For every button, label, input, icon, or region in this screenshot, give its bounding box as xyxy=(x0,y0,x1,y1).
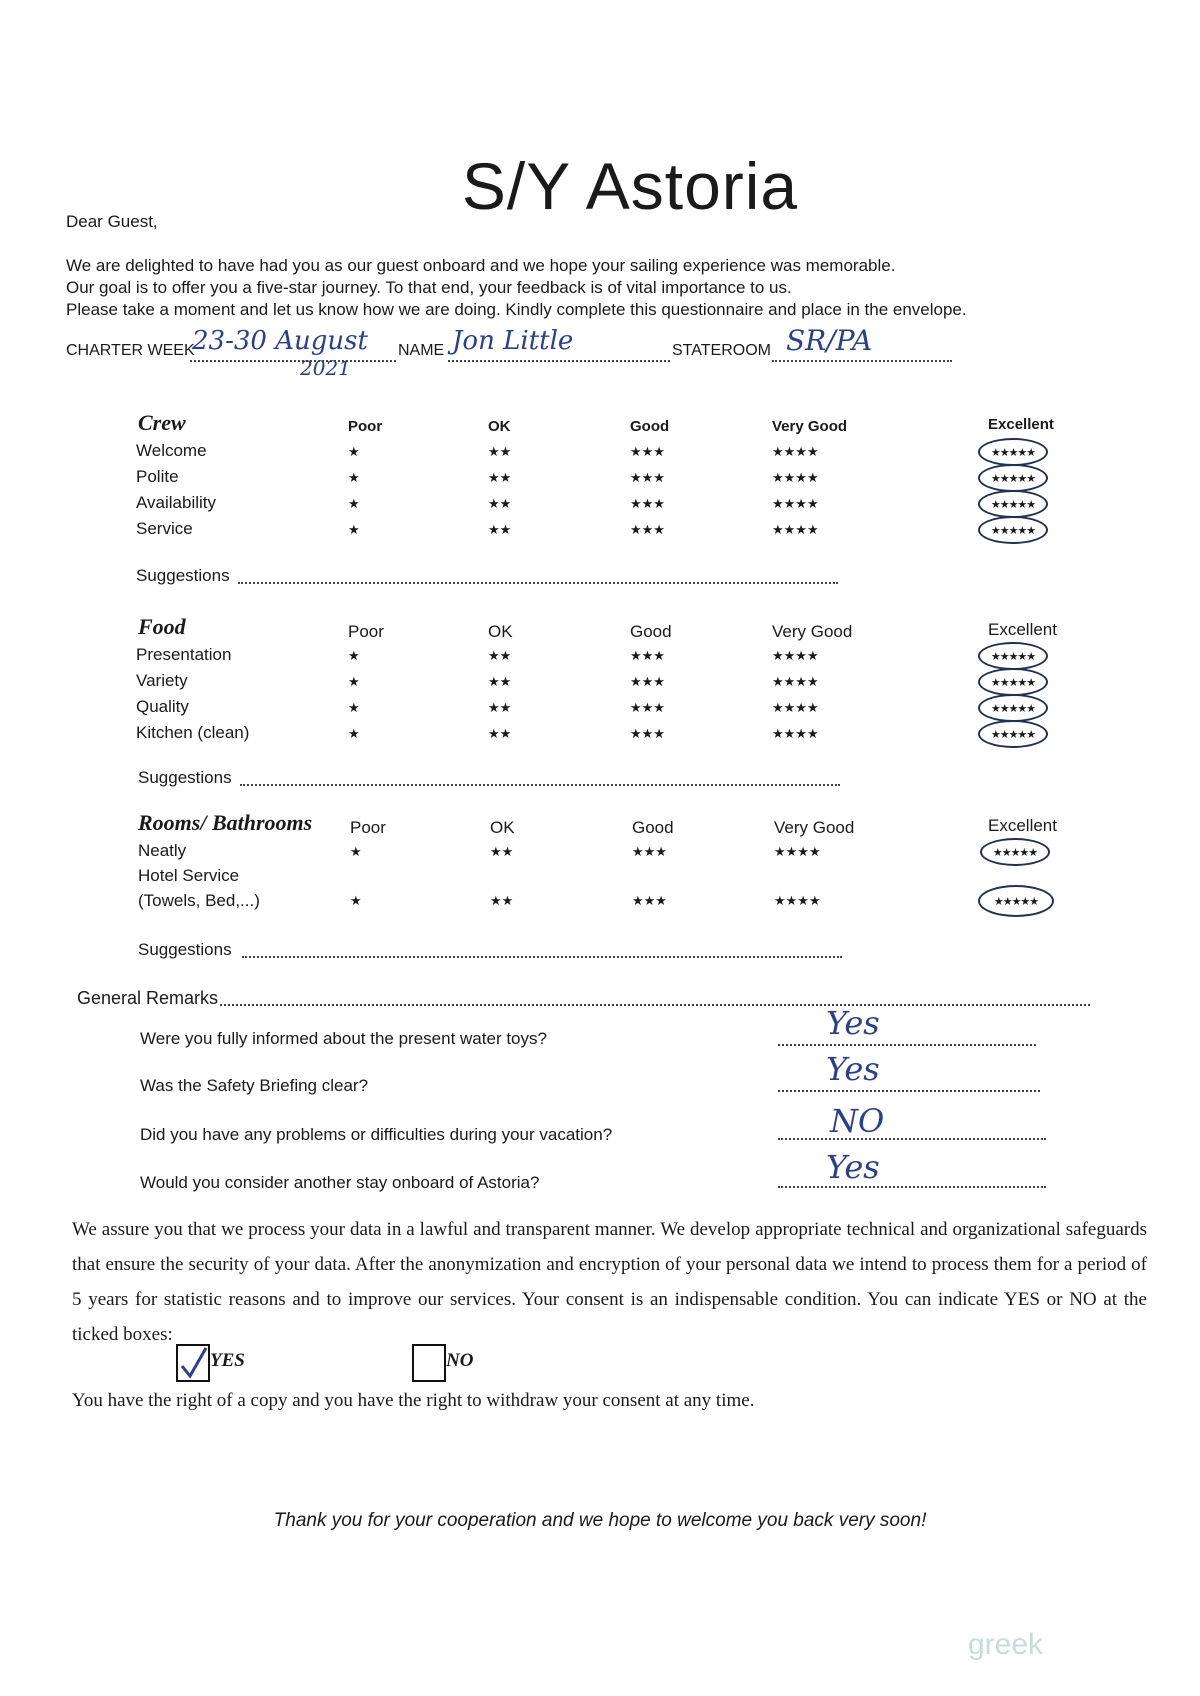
suggestions-line[interactable] xyxy=(238,582,838,584)
col-head-very-good: Very Good xyxy=(772,418,848,435)
star-ok[interactable]: ★★ xyxy=(488,496,512,511)
col-head-poor: Poor xyxy=(350,818,386,837)
stateroom-line xyxy=(772,360,952,362)
intro-line-2: Our goal is to offer you a five-star journey. To that end, your feedback is of vital importance to us. xyxy=(66,278,792,297)
row-label: Neatly xyxy=(138,841,187,860)
greeting: Dear Guest, xyxy=(66,212,158,231)
col-head-good: Good xyxy=(630,418,670,435)
star-very-good[interactable]: ★★★★ xyxy=(774,893,821,908)
star-good[interactable]: ★★★ xyxy=(632,893,667,908)
intro-line-3: Please take a moment and let us know how we are doing. Kindly complete this questionnaire and place in the envelope. xyxy=(66,300,967,319)
charter-week-year[interactable]: 2021 xyxy=(300,356,351,380)
star-poor[interactable]: ★ xyxy=(348,444,360,459)
star-poor[interactable]: ★ xyxy=(348,470,360,485)
star-poor[interactable]: ★ xyxy=(348,674,360,689)
answer-line-2[interactable] xyxy=(778,1090,1040,1092)
star-good[interactable]: ★★★ xyxy=(630,726,665,741)
col-head-excellent: Excellent xyxy=(988,620,1057,639)
star-ok[interactable]: ★★ xyxy=(488,444,512,459)
suggestions-label: Suggestions xyxy=(136,566,230,585)
charter-week-label: CHARTER WEEK xyxy=(66,342,195,359)
star-good[interactable]: ★★★ xyxy=(630,522,665,537)
star-very-good[interactable]: ★★★★ xyxy=(774,844,821,859)
question-3: Did you have any problems or difficulties during your vacation? xyxy=(140,1125,613,1144)
star-ok[interactable]: ★★ xyxy=(488,470,512,485)
row-label: Service xyxy=(136,519,193,538)
answer-line-1[interactable] xyxy=(778,1044,1036,1046)
row-label: Polite xyxy=(136,467,179,486)
answer-3[interactable]: NO xyxy=(830,1102,885,1140)
star-ok[interactable]: ★★ xyxy=(488,674,512,689)
charter-week-line xyxy=(190,360,396,362)
row-label: (Towels, Bed,...) xyxy=(138,891,260,910)
col-head-very-good: Very Good xyxy=(774,818,855,837)
suggestions-line[interactable] xyxy=(242,956,842,958)
row-label: Welcome xyxy=(136,441,207,460)
col-head-excellent: Excellent xyxy=(988,416,1054,433)
star-excellent-circled[interactable]: ★★★★★ xyxy=(978,885,1054,917)
row-label: Variety xyxy=(136,671,188,690)
star-poor[interactable]: ★ xyxy=(348,522,360,537)
consent-no-checkbox[interactable] xyxy=(412,1344,446,1382)
star-excellent-circled[interactable]: ★★★★★ xyxy=(978,516,1048,544)
star-poor[interactable]: ★ xyxy=(350,844,362,859)
suggestions-label: Suggestions xyxy=(138,768,232,787)
question-1: Were you fully informed about the present water toys? xyxy=(140,1029,547,1048)
col-head-excellent: Excellent xyxy=(988,816,1057,835)
star-poor[interactable]: ★ xyxy=(348,496,360,511)
col-head-very-good: Very Good xyxy=(772,622,853,641)
star-poor[interactable]: ★ xyxy=(350,893,362,908)
name-value[interactable]: Jon Little xyxy=(452,326,574,356)
star-excellent-circled[interactable]: ★★★★★ xyxy=(978,642,1048,670)
star-excellent-circled[interactable]: ★★★★★ xyxy=(978,694,1048,722)
question-2: Was the Safety Briefing clear? xyxy=(140,1076,369,1095)
star-excellent-circled[interactable]: ★★★★★ xyxy=(980,838,1050,866)
section-title-rooms-bathrooms: Rooms/ Bathrooms xyxy=(138,810,313,835)
star-very-good[interactable]: ★★★★ xyxy=(772,700,819,715)
question-4: Would you consider another stay onboard of Astoria? xyxy=(140,1173,540,1192)
consent-no-label: NO xyxy=(446,1350,474,1371)
star-poor[interactable]: ★ xyxy=(348,700,360,715)
charter-week-value[interactable]: 23-30 August xyxy=(192,326,368,356)
suggestions-label: Suggestions xyxy=(138,940,232,959)
star-very-good[interactable]: ★★★★ xyxy=(772,726,819,741)
answer-1[interactable]: Yes xyxy=(826,1004,880,1042)
stateroom-label: STATEROOM xyxy=(672,342,771,359)
answer-line-3[interactable] xyxy=(778,1138,1046,1140)
star-good[interactable]: ★★★ xyxy=(630,648,665,663)
page-title: S/Y Astoria xyxy=(461,149,799,223)
star-excellent-circled[interactable]: ★★★★★ xyxy=(978,668,1048,696)
star-very-good[interactable]: ★★★★ xyxy=(772,522,819,537)
star-very-good[interactable]: ★★★★ xyxy=(772,674,819,689)
consent-yes-checkbox[interactable] xyxy=(176,1344,210,1382)
star-good[interactable]: ★★★ xyxy=(630,700,665,715)
star-ok[interactable]: ★★ xyxy=(490,893,514,908)
consent-yes-label: YES xyxy=(210,1350,245,1371)
row-label: Availability xyxy=(136,493,217,512)
col-head-ok: OK xyxy=(488,418,511,435)
star-poor[interactable]: ★ xyxy=(348,648,360,663)
stateroom-value[interactable]: SR/PA xyxy=(786,324,873,357)
star-very-good[interactable]: ★★★★ xyxy=(772,648,819,663)
star-good[interactable]: ★★★ xyxy=(630,674,665,689)
answer-2[interactable]: Yes xyxy=(826,1050,880,1088)
row-label: Quality xyxy=(136,697,189,716)
rights-text: You have the right of a copy and you have the right to withdraw your consent at any time. xyxy=(72,1390,755,1411)
row-label: Kitchen (clean) xyxy=(136,723,250,742)
answer-line-4[interactable] xyxy=(778,1186,1046,1188)
checkmark-icon xyxy=(178,1346,208,1380)
intro-line-1: We are delighted to have had you as our guest onboard and we hope your sailing experience was memorable. xyxy=(66,256,896,275)
col-head-ok: OK xyxy=(488,622,513,641)
general-remarks-label: General Remarks xyxy=(77,988,219,1008)
col-head-poor: Poor xyxy=(348,418,383,435)
name-line xyxy=(448,360,670,362)
star-ok[interactable]: ★★ xyxy=(488,726,512,741)
star-good[interactable]: ★★★ xyxy=(630,496,665,511)
star-very-good[interactable]: ★★★★ xyxy=(772,470,819,485)
col-head-good: Good xyxy=(632,818,674,837)
general-remarks-line[interactable] xyxy=(220,1004,1090,1006)
name-label: NAME xyxy=(398,342,445,359)
col-head-good: Good xyxy=(630,622,672,641)
star-ok[interactable]: ★★ xyxy=(488,700,512,715)
star-good[interactable]: ★★★ xyxy=(632,844,667,859)
row-label: Hotel Service xyxy=(138,866,240,885)
star-ok[interactable]: ★★ xyxy=(488,648,512,663)
star-excellent-circled[interactable]: ★★★★★ xyxy=(978,490,1048,518)
star-good[interactable]: ★★★ xyxy=(630,470,665,485)
section-title-food: Food xyxy=(138,614,186,639)
star-excellent-circled[interactable]: ★★★★★ xyxy=(978,464,1048,492)
col-head-ok: OK xyxy=(490,818,515,837)
answer-4[interactable]: Yes xyxy=(826,1148,880,1186)
suggestions-line[interactable] xyxy=(240,784,840,786)
data-privacy-text: We assure you that we process your data in a lawful and transparent manner. We develop appropriate technical and organizational safeguards that ensure the security of your data. After the anonymization and encryption of your personal data we intend to process them for a period of 5 years for statistic reasons and to improve our services. Your consent is an indispensable condition. You can indicate YES or NO at the ticked boxes: xyxy=(72,1219,1147,1345)
star-good[interactable]: ★★★ xyxy=(630,444,665,459)
star-very-good[interactable]: ★★★★ xyxy=(772,444,819,459)
star-very-good[interactable]: ★★★★ xyxy=(772,496,819,511)
star-ok[interactable]: ★★ xyxy=(488,522,512,537)
star-excellent-circled[interactable]: ★★★★★ xyxy=(978,438,1048,466)
star-ok[interactable]: ★★ xyxy=(490,844,514,859)
watermark-logo: greek xyxy=(968,1628,1044,1661)
star-poor[interactable]: ★ xyxy=(348,726,360,741)
col-head-poor: Poor xyxy=(348,622,384,641)
section-title-crew: Crew xyxy=(138,410,186,435)
row-label: Presentation xyxy=(136,645,232,664)
star-excellent-circled[interactable]: ★★★★★ xyxy=(978,720,1048,748)
closing-text: Thank you for your cooperation and we hope to welcome you back very soon! xyxy=(273,1510,927,1531)
